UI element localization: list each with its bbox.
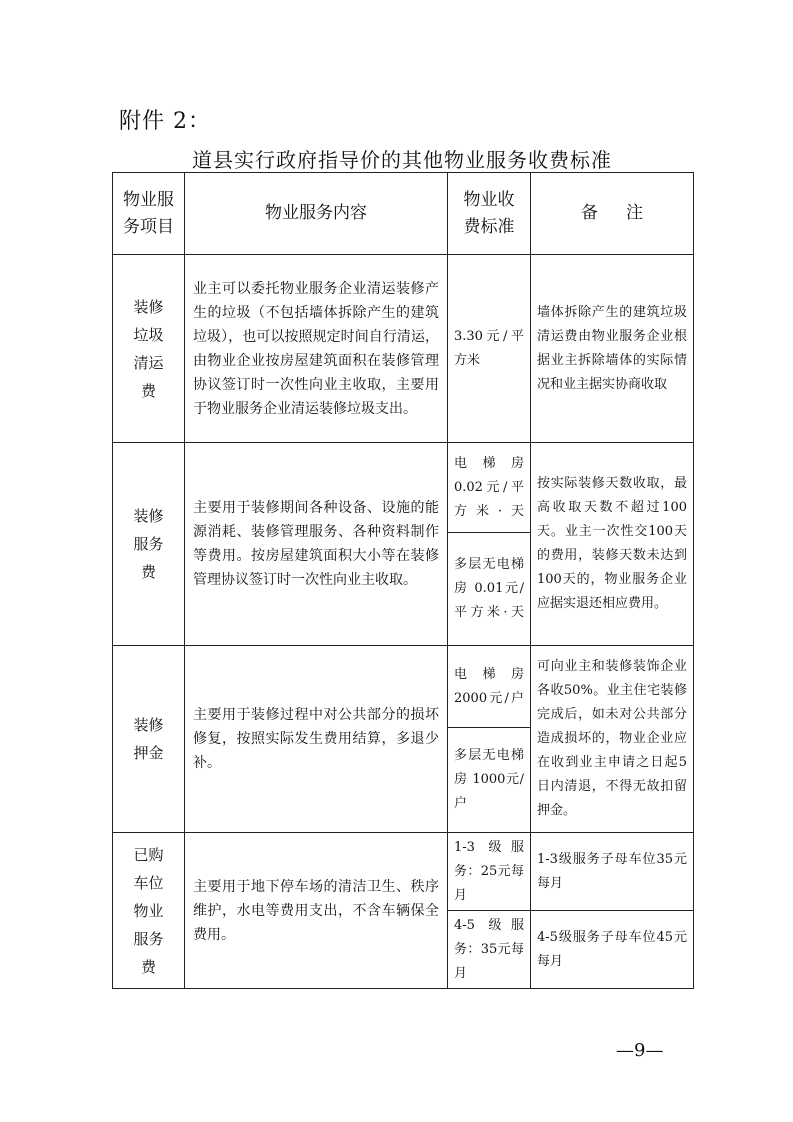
row-item: 装修押金 [113,646,185,833]
header-item: 物业服务项目 [113,173,185,255]
row-price: 3.30元/平方米 [448,255,531,443]
header-note: 备注 [531,173,694,255]
table-header-row [113,173,694,255]
row-price-level-4-5: 4-5 级服务：35元每月 [448,911,531,989]
row-note: 墙体拆除产生的建筑垃圾清运费由物业服务企业根据业主拆除墙体的实际情况和业主据实协商收取 [531,255,694,443]
row-content: 主要用于地下停车场的清洁卫生、秩序维护，水电等费用支出，不含车辆保全费用。 [185,833,448,989]
row-content: 业主可以委托物业服务企业清运装修产生的垃圾（不包括墙体拆除产生的建筑垃圾），也可以按照规定时间自行清运，由物业企业按房屋建筑面积在装修管理协议签订时一次性向业主收取，主要用于物业服务企业清运装修垃圾支出。 [185,255,448,443]
attachment-label: 附件 2： [119,109,211,134]
table-row [113,443,694,533]
row-price-elevator: 电梯房 0.02元/平方米·天 [448,443,531,533]
row-item: 装修垃圾清运费 [113,255,185,443]
header-content: 物业服务内容 [185,173,448,255]
page-number: —9— [616,1040,664,1061]
header-price: 物业收费标准 [448,173,531,255]
table-row [113,833,694,911]
fee-table [112,172,694,989]
row-content: 主要用于装修期间各种设备、设施的能源消耗、装修管理服务、各种资料制作等费用。按房屋建筑面积大小等在装修管理协议签订时一次性向业主收取。 [185,443,448,646]
row-item: 装修服务费 [113,443,185,646]
row-note-level-1-3: 1-3级服务子母车位35元每月 [531,833,694,911]
row-price-no-elevator: 多层无电梯房 1000元/户 [448,728,531,833]
row-price-level-1-3: 1-3 级服务：25元每月 [448,833,531,911]
row-note: 按实际装修天数收取，最高收取天数不超过100天。业主一次性交100天的费用，装修天数未达到100天的，物业服务企业应据实退还相应费用。 [531,443,694,646]
document-title: 道县实行政府指导价的其他物业服务收费标准 [192,148,612,172]
row-item: 已购车位物业服务费 [113,833,185,989]
row-content: 主要用于装修过程中对公共部分的损坏修复，按照实际发生费用结算，多退少补。 [185,646,448,833]
row-note: 可向业主和装修装饰企业各收50%。业主住宅装修完成后，如未对公共部分造成损坏的，物业企业应在收到业主申请之日起5日内清退，不得无故扣留押金。 [531,646,694,833]
table-row [113,255,694,443]
row-note-level-4-5: 4-5级服务子母车位45元每月 [531,911,694,989]
table-row [113,646,694,728]
row-price-elevator: 电梯房 2000元/户 [448,646,531,728]
row-price-no-elevator: 多层无电梯房 0.01元/平方米·天 [448,533,531,646]
